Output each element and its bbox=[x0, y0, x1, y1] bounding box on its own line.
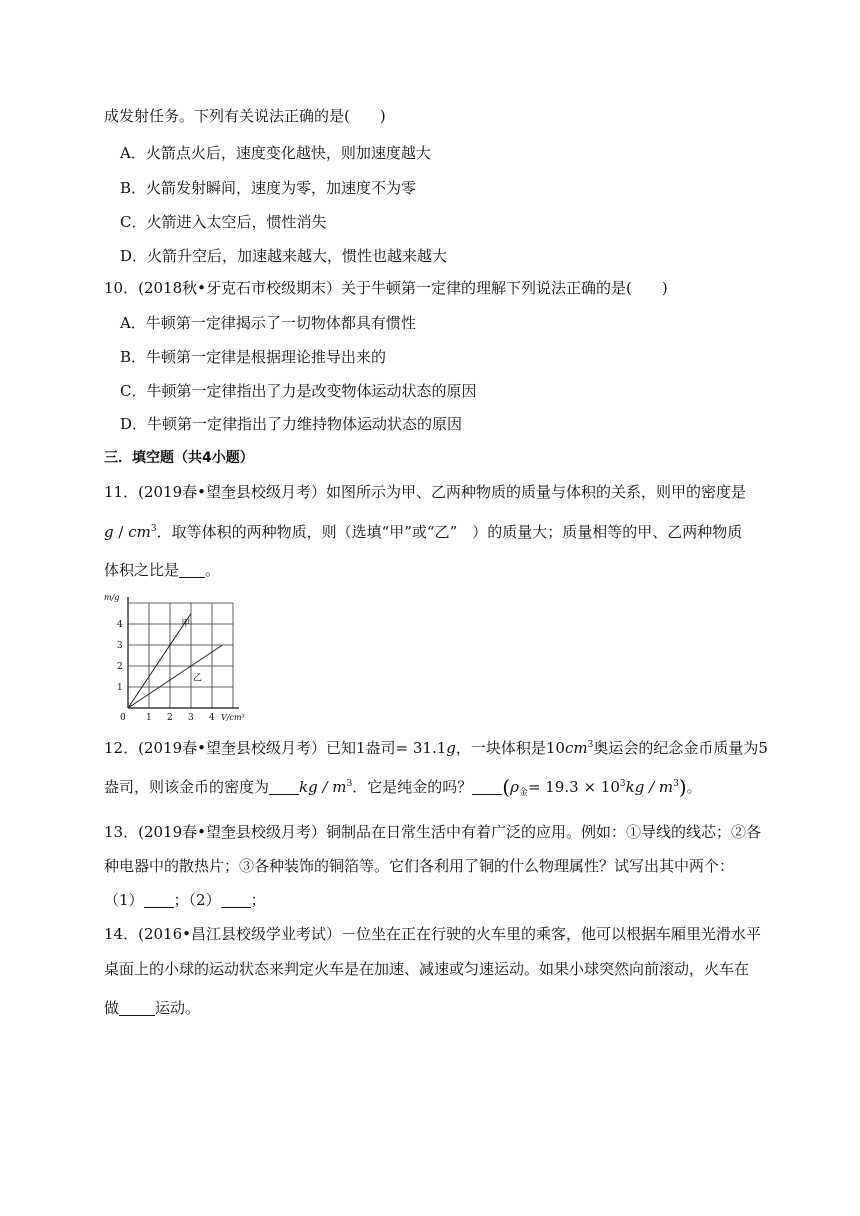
q13-label-1: （1） bbox=[104, 891, 144, 909]
section-heading-fill-in: 三．填空题（共4小题） bbox=[104, 450, 254, 466]
q9-answer-paren: ( ) bbox=[344, 107, 386, 125]
q10-option-c: C．牛顿第一定律指出了力是改变物体运动状态的原因 bbox=[120, 382, 477, 400]
x-axis-label: V/cm³ bbox=[221, 713, 245, 722]
y-tick-label: 4 bbox=[117, 620, 123, 630]
q13-line2: 种电器中的散热片；③各种装饰的铜箔等。它们各利用了铜的什么物理属性？试写出其中两个： bbox=[104, 857, 735, 875]
q12-line1 bbox=[104, 738, 768, 758]
q10-answer-paren: ( ) bbox=[625, 279, 668, 297]
q9-option-b: B．火箭发射瞬间，速度为零，加速度不为零 bbox=[120, 179, 417, 197]
q11-line3 bbox=[104, 560, 220, 580]
q12-rho-unit-exp: 3 bbox=[673, 779, 679, 789]
q11-line3-end: 。 bbox=[205, 561, 221, 579]
q14-text-b: 运动。 bbox=[155, 999, 201, 1017]
q11-line3-text: 体积之比是 bbox=[104, 561, 180, 579]
q14-line2: 桌面上的小球的运动状态来判定火车是在加速、减速或匀速运动。如果小球突然向前滚动，火车在 bbox=[104, 960, 750, 978]
q12-rho-sub: 金 bbox=[518, 788, 528, 798]
q12-text-a: 12．(2019春•望奎县校级月考）已知1盎司 bbox=[104, 739, 396, 757]
q12-line2: 盎司，则该金币的密度为 kg / $m^3$．它是纯金的吗？ $(\rho_金= 19.3 \times 10^3kg / m^3)$。 bbox=[104, 775, 702, 799]
q9-stem-tail bbox=[104, 106, 386, 126]
q10-stem bbox=[104, 278, 668, 298]
q13-end: ； bbox=[250, 891, 266, 909]
q12-volume-unit: cm bbox=[564, 739, 588, 757]
q12-text-b: ，一块体积是 bbox=[455, 739, 546, 757]
q11-blank-ratio[interactable] bbox=[179, 563, 205, 578]
x-tick-label: 1 bbox=[146, 713, 152, 723]
y-tick-label: 2 bbox=[117, 662, 123, 672]
y-tick-label: 1 bbox=[117, 683, 123, 693]
q12-rho-value: = 19.3 × 10 bbox=[527, 778, 620, 796]
q12-rho-exp: 3 bbox=[619, 779, 626, 789]
graph-series bbox=[128, 614, 223, 709]
mass-volume-graph bbox=[100, 590, 245, 723]
q12-text-c: 奥运会的纪念金币质量为5 bbox=[593, 739, 768, 757]
q9-option-c: C．火箭进入太空后，惯性消失 bbox=[120, 213, 327, 231]
series-label-1: 甲 bbox=[181, 619, 191, 630]
q12-blank-density[interactable] bbox=[269, 780, 299, 795]
q12-volume-exp: 3 bbox=[587, 740, 594, 750]
q13-blank-2[interactable] bbox=[221, 893, 251, 908]
q11-unit-exp: 3 bbox=[150, 524, 157, 534]
q11-unit-sep: / bbox=[113, 523, 129, 541]
q13-blank-1[interactable] bbox=[144, 893, 174, 908]
q12-unit-exp: 3 bbox=[346, 779, 353, 789]
y-axis-label: m/g bbox=[104, 593, 120, 602]
q12-end: 。 bbox=[686, 778, 702, 796]
q11-line2-text: ．取等体积的两种物质，则（选填“甲”或“乙” ）的质量大；质量相等的甲、乙两种物质 bbox=[156, 523, 743, 541]
q10-option-a: A．牛顿第一定律揭示了一切物体都具有惯性 bbox=[120, 314, 416, 332]
q14-line1: 14．(2016•昌江县校级学业考试）－位坐在正在行驶的火车里的乘客，他可以根据车厢里光滑水平 bbox=[104, 925, 761, 943]
q9-stem-text: 成发射任务。下列有关说法正确的是 bbox=[104, 107, 345, 125]
q12-eq-ounce: = 31.1 bbox=[395, 739, 447, 757]
y-tick-label: 3 bbox=[117, 641, 123, 651]
q12-rho-unit: kg / m bbox=[625, 778, 674, 796]
q11-line2 bbox=[104, 522, 742, 542]
origin-label: 0 bbox=[120, 713, 126, 723]
q14-line3 bbox=[104, 998, 200, 1018]
q13-line1: 13．(2019春•望奎县校级月考）铜制品在日常生活中有着广泛的应用。例如：①导线的线芯；②各 bbox=[104, 823, 761, 841]
q11-line1: 11．(2019春•望奎县校级月考）如图所示为甲、乙两种物质的质量与体积的关系，则甲的密度是 bbox=[104, 483, 746, 501]
q12-blank-pure-gold[interactable] bbox=[472, 780, 502, 795]
q10-stem-text: 10．(2018秋•牙克石市校级期末）关于牛顿第一定律的理解下列说法正确的是 bbox=[104, 279, 626, 297]
q9-option-d: D．火箭升空后，加速越来越大，惯性也越来越大 bbox=[120, 247, 448, 265]
graph-labels bbox=[104, 593, 245, 723]
q12-text-e: ．它是纯金的吗？ bbox=[352, 778, 473, 796]
q10-option-b: B．牛顿第一定律是根据理论推导出来的 bbox=[120, 348, 387, 366]
x-tick-label: 3 bbox=[188, 713, 194, 723]
q13-label-2: ；（2） bbox=[173, 891, 221, 909]
q10-option-d: D．牛顿第一定律指出了力维持物体运动状态的原因 bbox=[120, 415, 463, 433]
q12-eq-unit: g bbox=[446, 739, 456, 757]
q13-line3 bbox=[104, 890, 266, 910]
q12-rho-symbol: ρ bbox=[510, 778, 519, 796]
graph-axes bbox=[128, 597, 239, 708]
q11-unit-cm: cm bbox=[128, 523, 151, 541]
x-tick-label: 2 bbox=[167, 713, 173, 723]
series-line-2 bbox=[128, 645, 223, 708]
x-tick-label: 4 bbox=[209, 713, 215, 723]
q14-blank-motion[interactable] bbox=[119, 1001, 155, 1016]
q14-text-a: 做 bbox=[104, 999, 120, 1017]
q11-unit-g: g bbox=[104, 523, 114, 541]
q9-option-a: A．火箭点火后，速度变化越快，则加速度越大 bbox=[120, 144, 431, 162]
q12-unit: kg / m bbox=[299, 778, 347, 796]
series-label-2: 乙 bbox=[193, 673, 203, 684]
q12-volume-value: 10 bbox=[545, 739, 565, 757]
q12-text-d: 盎司，则该金币的密度为 bbox=[104, 778, 270, 796]
